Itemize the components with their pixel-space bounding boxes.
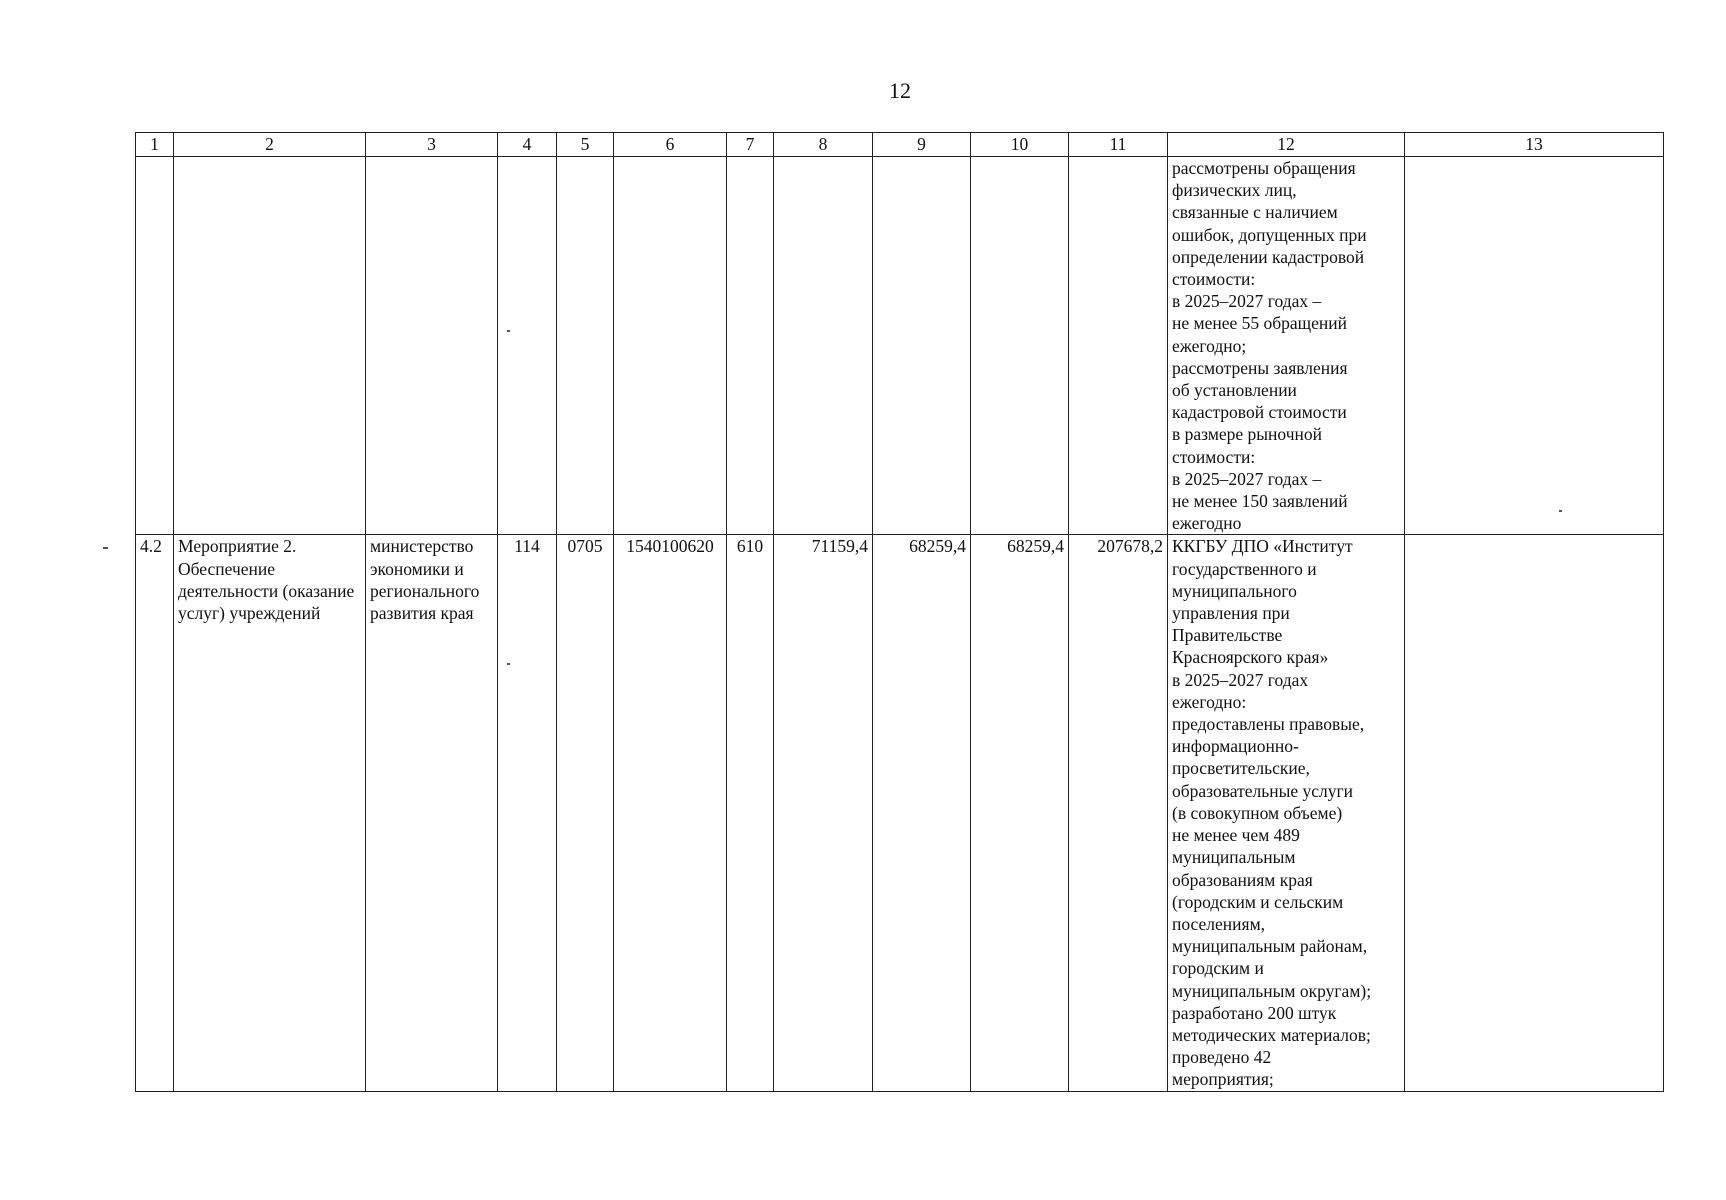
table-cell xyxy=(614,157,727,535)
amount-2027-cell: 68259,4 xyxy=(971,535,1069,1091)
column-header-5: 5 xyxy=(557,133,614,157)
table-cell xyxy=(727,157,774,535)
table-cell xyxy=(1405,157,1664,535)
column-header-11: 11 xyxy=(1069,133,1168,157)
table-cell xyxy=(1405,535,1664,1091)
table-cell xyxy=(557,157,614,535)
amount-total-cell: 207678,2 xyxy=(1069,535,1168,1091)
table-cell xyxy=(136,157,174,535)
section-code-cell: 0705 xyxy=(557,535,614,1091)
item-number-cell: 4.2 xyxy=(136,535,174,1091)
column-header-7: 7 xyxy=(727,133,774,157)
scan-speck xyxy=(103,547,108,549)
amount-2026-cell: 68259,4 xyxy=(873,535,971,1091)
column-number-row xyxy=(136,133,1664,157)
column-header-9: 9 xyxy=(873,133,971,157)
scan-speck xyxy=(1559,510,1562,512)
table-cell xyxy=(873,157,971,535)
column-header-10: 10 xyxy=(971,133,1069,157)
table-cell xyxy=(774,157,873,535)
table-cell xyxy=(971,157,1069,535)
page-number: 12 xyxy=(889,78,911,103)
program-activities-table xyxy=(135,132,1664,1092)
table-cell xyxy=(174,157,366,535)
activity-name-cell: Мероприятие 2. Обеспечение деятельности (оказание услуг) учреждений xyxy=(174,535,366,1091)
table-cell xyxy=(1069,157,1168,535)
column-header-1: 1 xyxy=(136,133,174,157)
table-cell xyxy=(366,157,498,535)
column-header-6: 6 xyxy=(614,133,727,157)
responsible-executor-cell: министерство экономики и регионального развития края xyxy=(366,535,498,1091)
column-header-3: 3 xyxy=(366,133,498,157)
scan-speck xyxy=(507,663,510,665)
target-article-cell: 1540100620 xyxy=(614,535,727,1091)
column-header-2: 2 xyxy=(174,133,366,157)
column-header-4: 4 xyxy=(498,133,557,157)
grbs-code-cell: 114 xyxy=(498,535,557,1091)
expected-results-cell: рассмотрены обращения физических лиц, связанные с наличием ошибок, допущенных при определении кадастровой стоимости: в 2025–2027 годах – не менее 55 обращений ежегодно; рассмотрены заявления об установлении кадастровой стоимости в размере рыночной стоимости: в 2025–2027 годах – не менее 150 заявлений ежегодно xyxy=(1168,157,1405,535)
column-header-12: 12 xyxy=(1168,133,1405,157)
amount-2025-cell: 71159,4 xyxy=(774,535,873,1091)
column-header-13: 13 xyxy=(1405,133,1664,157)
scan-speck xyxy=(507,330,510,332)
column-header-8: 8 xyxy=(774,133,873,157)
table-row-continuation xyxy=(136,157,1664,535)
table-cell xyxy=(498,157,557,535)
expected-results-cell: ККГБУ ДПО «Институт государственного и муниципального управления при Правительстве Красноярского края» в 2025–2027 годах ежегодно: предоставлены правовые, информационно- просветительские, образовательные услуги (в совокупном объеме) не менее чем 489 муниципальным образованиям края (городским и сельским поселениям, муниципальным районам, городским и муниципальным округам); разработано 200 штук методических материалов; проведено 42 мероприятия; xyxy=(1168,535,1405,1091)
table-row-4-2 xyxy=(136,535,1664,1091)
expense-type-cell: 610 xyxy=(727,535,774,1091)
